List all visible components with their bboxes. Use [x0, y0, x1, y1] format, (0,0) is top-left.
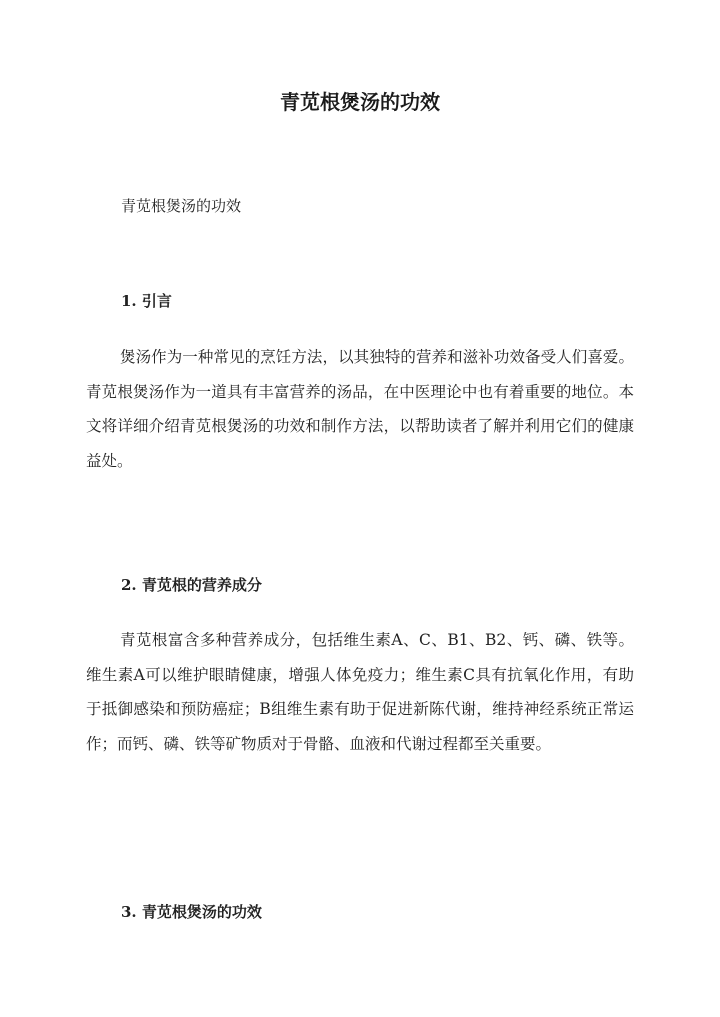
- document-subtitle: 青苋根煲汤的功效: [121, 197, 242, 215]
- section-heading-benefits: 3. 青苋根煲汤的功效: [121, 903, 262, 921]
- section-paragraph-nutrients: 青苋根富含多种营养成分，包括维生素A、C、B1、B2、钙、磷、铁等。维生素A可以维护眼睛健康，增强人体免疫力；维生素C具有抗氧化作用，有助于抵御感染和预防癌症；B组维生素有助于促进新陈代谢，维持神经系统正常运作；而钙、磷、铁等矿物质对于骨骼、血液和代谢过程都至关重要。: [86, 631, 634, 753]
- section-paragraph-introduction: 煲汤作为一种常见的烹饪方法，以其独特的营养和滋补功效备受人们喜爱。青苋根煲汤作为一道具有丰富营养的汤品，在中医理论中也有着重要的地位。本文将详细介绍青苋根煲汤的功效和制作方法，以帮助读者了解并利用它们的健康益处。: [86, 348, 634, 470]
- section-heading-introduction: 1. 引言: [121, 292, 172, 310]
- section-heading-nutrients: 2. 青苋根的营养成分: [121, 576, 262, 594]
- page-title: 青苋根煲汤的功效: [280, 90, 440, 114]
